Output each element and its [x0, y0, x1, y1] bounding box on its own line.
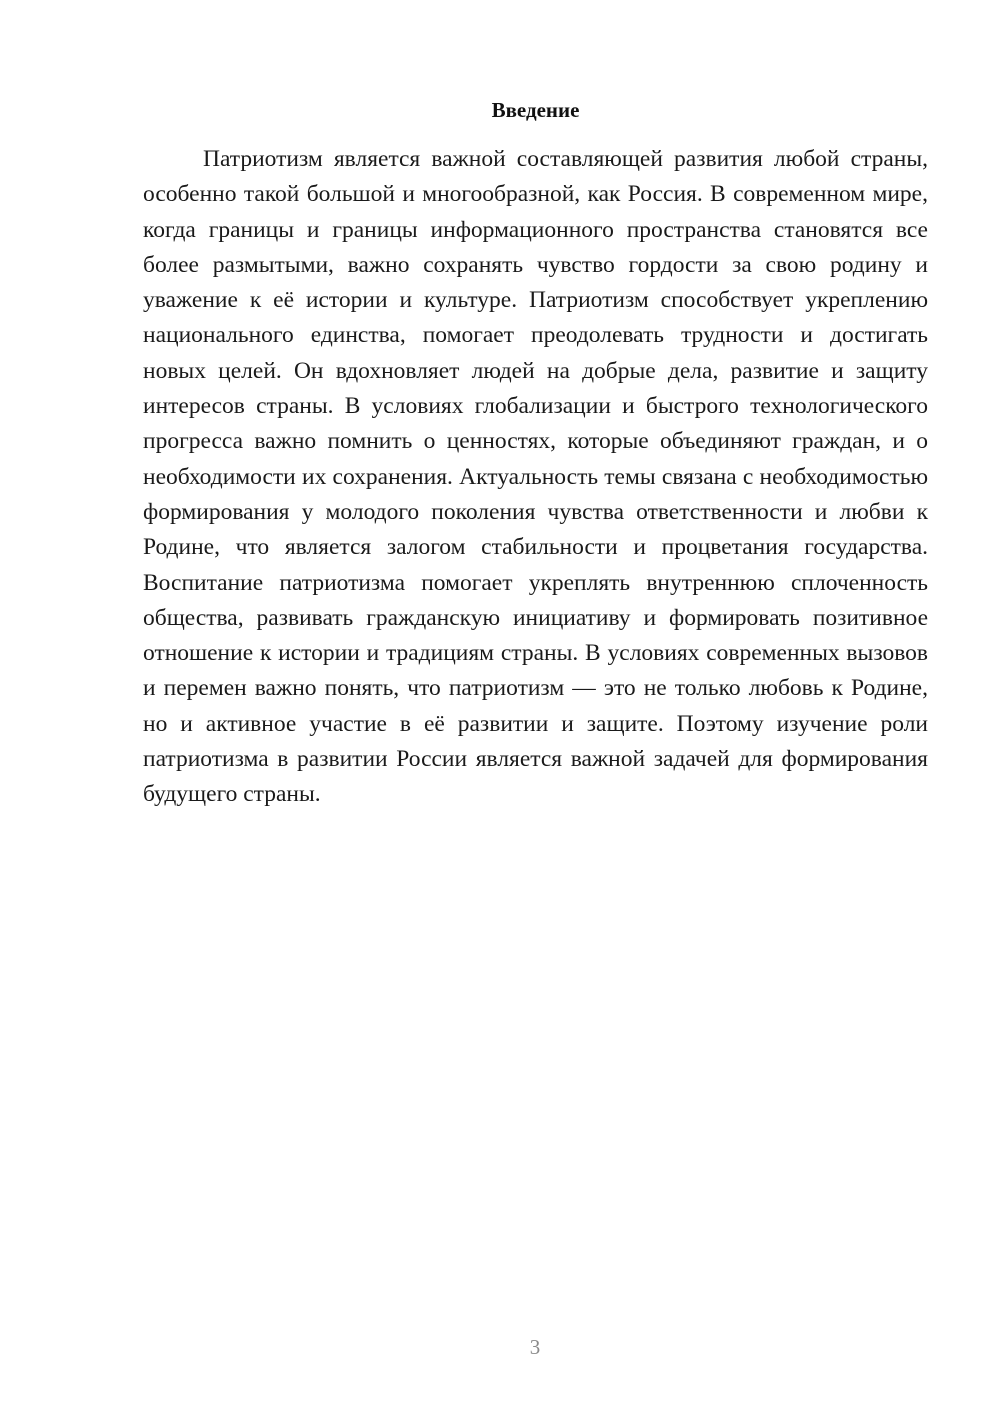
body-paragraph: Патриотизм является важной составляющей развития любой страны, особенно такой большой и многообразной, как Россия. В современном мире, когда границы и границы информационного пространства становятся все более размытыми, важно сохранять чувство гордости за свою родину и уважение к её истории и культуре. Патриотизм способствует укреплению национального единства, помогает преодолевать трудности и достигать новых целей. Он вдохновляет людей на добрые дела, развитие и защиту интересов страны. В условиях глобализации и быстрого технологического прогресса важно помнить о ценностях, которые объединяют граждан, и о необходимости их сохранения. Актуальность темы связана с необходимостью формирования у молодого поколения чувства ответственности и любви к Родине, что является залогом стабильности и процветания государства. Воспитание патриотизма помогает укреплять внутреннюю сплоченность общества, развивать гражданскую инициативу и формировать позитивное отношение к истории и традициям страны. В условиях современных вызовов и перемен важно понять, что патриотизм — это не только любовь к Родине, но и активное участие в её развитии и защите. Поэтому изучение роли патриотизма в развитии России является важной задачей для формирования будущего страны.: [143, 146, 928, 808]
page-number: 3: [529, 1335, 541, 1359]
section-heading: Введение: [491, 98, 580, 122]
